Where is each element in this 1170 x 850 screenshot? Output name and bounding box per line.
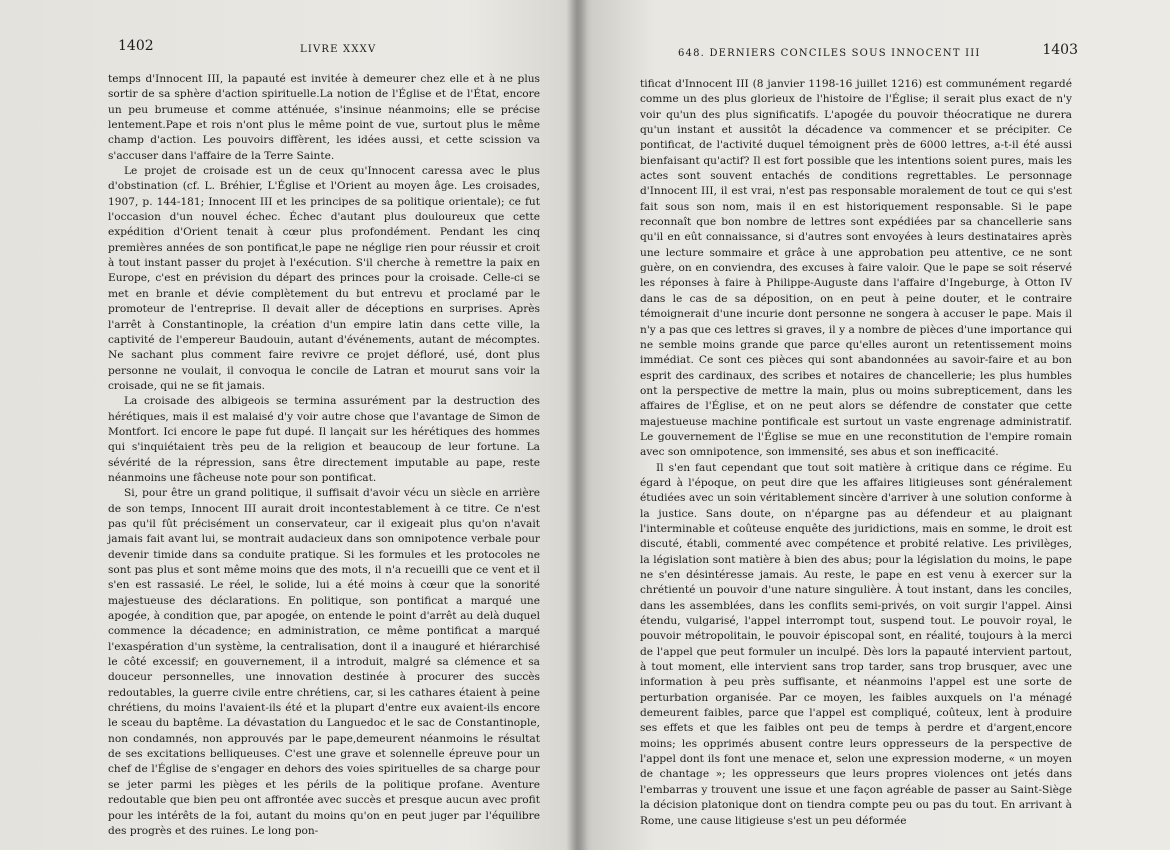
left-paragraph-1: temps d'Innocent III, la papauté est invitée à demeurer chez elle et à ne plus sortir de sa sphère d'action spirituelle.La notion de l'Église et de l'État, encore un peu brumeuse et comme atténuée, s'insinue néanmoins; elle se précise lentement.Pape et rois n'ont plus le même point de vue, surtout plus le même champ d'action. Les pouvoirs diffèrent, les idées aussi, et cette scission va s'accuser dans l'affaire de la Terre Sainte. [108,73,540,162]
right-page [640,36,1078,829]
right-running-head [640,36,1078,59]
left-paragraph-4: Si, pour être un grand politique, il suffisait d'avoir vécu un siècle en arrière de son temps, Innocent III aurait droit incontestablement à ce titre. Ce n'est pas qu'il fût précisément un conservateur, car il exigeait plus qu'on n'avait jamais fait avant lui, se montrait audacieux dans son omnipotence verbale pour devenir timide dans sa conduite pratique. Si les formules et les protocoles ne sont pas plus et sont même moins que des mots, il n'a recueilli que ce vent et il s'en est rassasié. Le réel, le solide, lui a été moins à cœur que la sonorité majestueuse des déclarations. En politique, son pontificat a marqué une apogée, à condition que, par apogée, on entende le point d'arrêt au delà duquel commence la décadence; en administration, ce même pontificat a marqué l'exaspération d'un système, la centralisation, dont il a inauguré et hiérarchisé le côté excessif; en gouvernement, il a introduit, malgré sa clémence et sa douceur personnelles, une innovation destinée à procurer des succès redoutables, la guerre civile entre chrétiens, car, si les cathares étaient à peine chrétiens, du moins l'avaient-ils été et la plupart d'entre eux avaient-ils encore le sceau du baptême. La dévastation du Languedoc et le sac de Constantinople, non condamnés, non approuvés par le pape,demeurent néanmoins le résultat de ses excitations belliqueuses. C'est une grave et solennelle épreuve pour un chef de l'Église de s'engager en dehors des voies spirituelles de sa charge pour se jeter parmi les pièges et les périls de la politique profane. Aventure redoutable que bien peu ont affrontée avec succès et presque aucun avec profit pour les intérêts de la foi, autant du moins qu'on en peut juger par l'équilibre des progrès et des ruines. Le long pon- [108,487,540,837]
book-gutter [566,0,588,850]
left-paragraph-3: La croisade des albigeois se termina assurément par la destruction des hérétiques, mais il est malaisé d'y voir autre chose que l'avantage de Simon de Montfort. Ici encore le pape fut dupé. Il lançait sur les hérétiques des hommes qui s'inquiétaient très peu de la religion et beaucoup de leur fortune. La sévérité de la répression, sans être directement imputable au pape, reste néanmoins une fâcheuse note pour son pontificat. [108,395,540,484]
right-paragraph-1: tificat d'Innocent III (8 janvier 1198-16 juillet 1216) est communément regardé comme un des plus glorieux de l'histoire de l'Église; il serait plus exact de n'y voir qu'un des plus significatifs. L'apogée du pouvoir théocratique ne durera qu'un instant et aussitôt la décadence va commencer et se précipiter. Ce pontificat, de l'activité duquel témoignent près de 6000 lettres, a-t-il été aussi bienfaisant qu'actif? Il est fort possible que les intentions soient pures, mais les actes sont souvent entachés de conditions regrettables. Le personnage d'Innocent III, il est vrai, n'est pas responsable moralement de tout ce qui s'est fait sous son nom, mais il en est historiquement responsable. Si le pape reconnaît que bon nombre de lettres sont expédiées par sa chancellerie sans qu'il en eût connaissance, si d'autres sont envoyées à leurs destinataires après une lecture sommaire et grâce à une approbation peu attentive, ce ne sont guère, on en conviendra, des excuses à faire valoir. Que le pape se soit réservé les réponses à faire à Philippe-Auguste dans l'affaire d'Ingeburge, à Otton IV dans le cas de sa déposition, on en peut à peine douter, et le contraire témoignerait d'une incurie dont personne ne songera à accuser le pape. Mais il n'y a pas que ces lettres si graves, il y a nombre de pièces d'une importance qui ne semble moins grande que parce qu'elles auront un retentissement moins immédiat. Ce sont ces pièces qui sont abandonnées au savoir-faire et au bon esprit des cardinaux, des scribes et notaires de chancellerie; les plus humbles ont la perspective de mettre la main, plus ou moins subrepticement, dans les affaires de l'Église, et on ne peut alors se défendre de constater que cette majestueuse machine pontificale est surtout un vaste engrenage administratif. Le gouvernement de l'Église se mue en une reconstitution de l'empire romain avec son omnipotence, son immensité, ses abus et son inefficacité. [640,78,1072,459]
left-page-text [108,72,540,839]
left-page-number: 1402 [118,38,154,54]
left-running-title: LIVRE XXXV [300,44,377,55]
right-page-number: 1403 [1042,42,1078,58]
left-paragraph-2: Le projet de croisade est un de ceux qu'Innocent caressa avec le plus d'obstination (cf. L. Bréhier, L'Église et l'Orient au moyen âge. Les croisades, 1907, p. 144-181; Innocent III et les principes de sa politique orientale); ce fut l'occasion d'un nouvel échec. Échec d'autant plus douloureux que cette expédition d'Orient tenait à cœur plus profondément. Pendant les cinq premières années de son pontificat,le pape ne néglige rien pour réussir et croit à tout instant passer du projet à l'exécution. S'il cherche à remettre la paix en Europe, c'est en prévision du départ des princes pour la croisade. Celle-ci se met en branle et dévie complètement du but entrevu et proclamé par le promoteur de l'entreprise. Il devait aller de déceptions en surprises. Après l'arrêt à Constantinople, la création d'un empire latin dans cette ville, la captivité de l'empereur Baudouin, autant d'événements, autant de mécomptes. Ne sachant plus comment faire revivre ce projet défloré, usé, dont plus personne ne voulait, il convoqua le concile de Latran et mourut sans voir la croisade, qui ne se fit jamais. [108,165,540,392]
right-running-title: 648. DERNIERS CONCILES SOUS INNOCENT III [678,48,981,59]
right-paragraph-2: Il s'en faut cependant que tout soit matière à critique dans ce régime. Eu égard à l'époque, on peut dire que les affaires litigieuses sont généralement étudiées avec un soin véritablement sincère d'arriver à une solution conforme à la justice. Sans doute, on n'épargne pas au défendeur et au plaignant l'interminable et coûteuse enquête des juridictions, mais en somme, le droit est discuté, établi, commenté avec compétence et probité relative. Les privilèges, la législation sont matière à bien des abus; pour la législation du moins, le pape ne s'en désintéresse jamais. Au reste, le pape en est venu à exercer sur la chrétienté un pouvoir d'une nature singulière. À tout instant, dans les conciles, dans les assemblées, dans les conflits semi-privés, on voit surgir l'appel. Ainsi étendu, vulgarisé, l'appel interrompt tout, suspend tout. Le pouvoir royal, le pouvoir métropolitain, le pouvoir épiscopal sont, en réalité, toujours à la merci de l'appel que peut formuler un inculpé. Dès lors la papauté intervient partout, à tout moment, elle intervient sans trop tarder, sans trop brusquer, avec une information à peu près suffisante, et néanmoins l'appel est une sorte de perturbation organisée. Par ce moyen, les faibles auxquels on l'a ménagé demeurent faibles, parce que l'appel est compliqué, coûteux, lent à produire ses effets et que les faibles ont peu de temps à perdre et d'argent,encore moins; les opprimés abusent contre leurs oppresseurs de la perspective de l'appel dont ils font une menace et, selon une expression moderne, « un moyen de chantage »; les oppresseurs que leurs propres violences ont jetés dans l'embarras y trouvent une issue et une façon agréable de passer au Saint-Siège la décision platonique dont on tiendra compte peu ou pas du tout. En arrivant à Rome, une cause litigieuse s'est un peu déformée [640,461,1072,827]
right-page-text [640,77,1072,829]
left-running-head [108,36,540,58]
left-page [108,36,540,839]
